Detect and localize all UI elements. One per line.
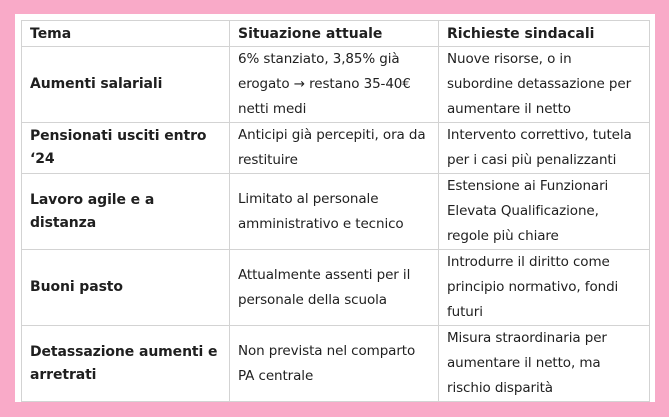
table-header-row xyxy=(22,21,650,47)
row-richieste: Intervento correttivo, tutela per i casi più penalizzanti xyxy=(439,123,650,174)
comparison-table xyxy=(21,20,650,402)
table-row xyxy=(22,250,650,326)
row-richieste: Misura straordinaria per aumentare il netto, ma rischio disparità xyxy=(439,326,650,402)
row-tema: Buoni pasto xyxy=(22,250,230,326)
table-card xyxy=(15,14,655,402)
row-tema: Detassazione aumenti e arretrati xyxy=(22,326,230,402)
row-richieste: Estensione ai Funzionari Elevata Qualificazione, regole più chiare xyxy=(439,174,650,250)
row-situazione: Attualmente assenti per il personale della scuola xyxy=(230,250,439,326)
table-row xyxy=(22,123,650,174)
table-row xyxy=(22,47,650,123)
row-richieste: Nuove risorse, o in subordine detassazione per aumentare il netto xyxy=(439,47,650,123)
table-row xyxy=(22,174,650,250)
row-tema: Pensionati usciti entro ‘24 xyxy=(22,123,230,174)
row-situazione: Anticipi già percepiti, ora da restituire xyxy=(230,123,439,174)
table-row xyxy=(22,326,650,402)
header-situazione: Situazione attuale xyxy=(230,21,439,47)
row-situazione: 6% stanziato, 3,85% già erogato → restano 35-40€ netti medi xyxy=(230,47,439,123)
row-tema: Aumenti salariali xyxy=(22,47,230,123)
row-tema: Lavoro agile e a distanza xyxy=(22,174,230,250)
header-richieste: Richieste sindacali xyxy=(439,21,650,47)
row-situazione: Non prevista nel comparto PA centrale xyxy=(230,326,439,402)
row-richieste: Introdurre il diritto come principio normativo, fondi futuri xyxy=(439,250,650,326)
row-situazione: Limitato al personale amministrativo e tecnico xyxy=(230,174,439,250)
header-tema: Tema xyxy=(22,21,230,47)
